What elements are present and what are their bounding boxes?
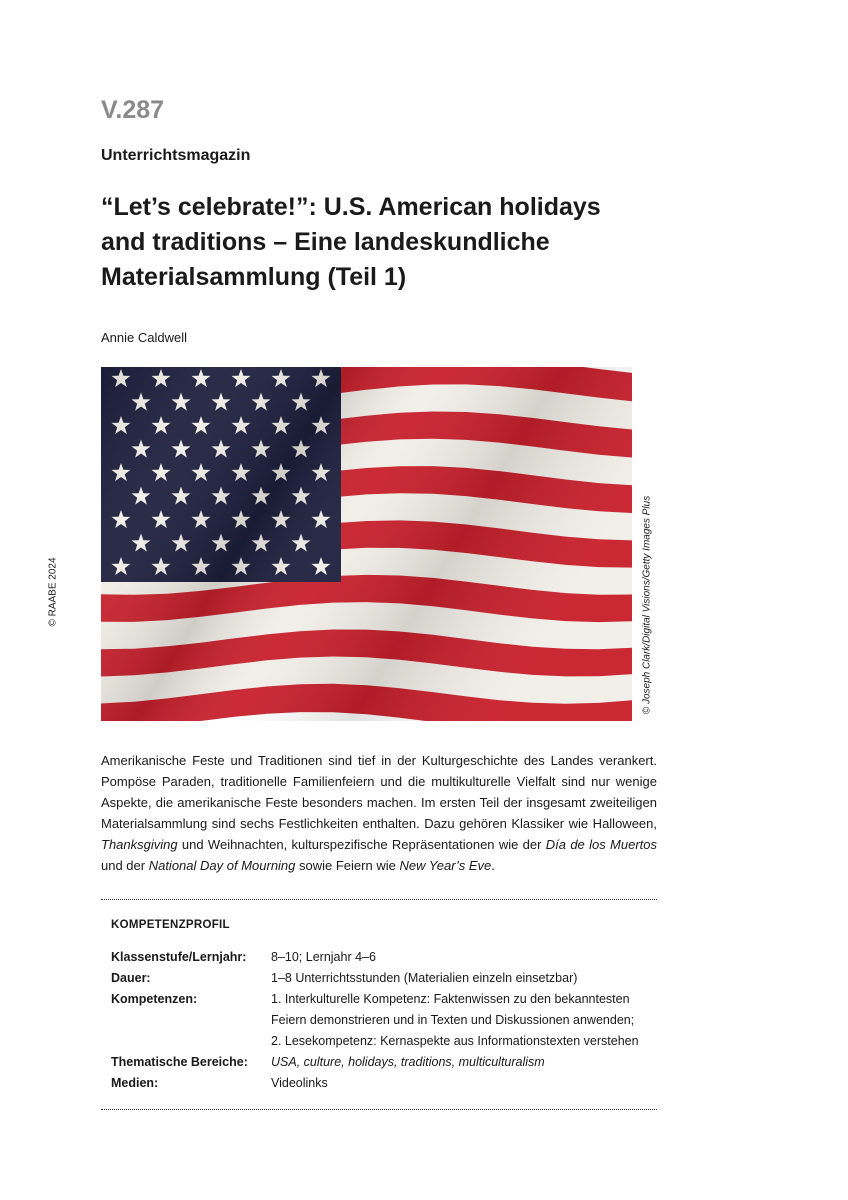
profile-value: USA, culture, holidays, traditions, multiculturalism [271,1055,545,1069]
title-line-2: and traditions – Eine landeskundliche [101,228,550,256]
divider-bottom [101,1109,657,1110]
profile-value: 8–10; Lernjahr 4–6 [271,950,376,964]
publication-type: Unterrichtsmagazin [101,147,251,164]
intro-segment: sowie Feiern wie [295,858,400,873]
intro-segment: New Year’s Eve [399,858,492,873]
intro-segment: Día de los Muertos [545,837,657,852]
title-line-3: Materialsammlung (Teil 1) [101,263,407,291]
profile-heading: KOMPETENZPROFIL [111,919,230,931]
side-copyright: © RAABE 2024 [47,557,59,627]
intro-segment: und der [101,858,149,873]
profile-label: Klassenstufe/Lernjahr: [111,950,247,964]
profile-label: Dauer: [111,971,151,985]
intro-segment: Thanksgiving [101,837,178,852]
intro-segment: Amerikanische Feste und Traditionen sind tief in der Kulturgeschichte des Landes verankert. Pompöse Paraden, traditionelle Familienfeiern und die multikulturelle Vielfalt sind nur wenige Aspekte, die amerikanische Feste besonders machen. Im ersten Teil der insgesamt zweiteiligen Materialsammlung sind sechs Festlichkeiten enthalten. Dazu gehören Klassiker wie Halloween, [101,753,657,831]
intro-segment: und Weihnachten, kulturspezifische Repräsentationen wie der [177,837,546,852]
intro-segment: National Day of Mourning [148,858,296,873]
us-flag-graphic [101,367,632,721]
page-title [101,190,701,295]
profile-value: Videolinks [271,1076,328,1090]
title-line-1: “Let’s celebrate!”: U.S. American holidays [101,193,601,221]
profile-label: Thematische Bereiche: [111,1055,248,1069]
series-number: V.287 [101,96,165,124]
photo-credit: © Joseph Clark/Digital Visions/Getty Images Plus [641,495,653,715]
profile-value: 1. Interkulturelle Kompetenz: Faktenwissen zu den bekanntesten Feiern demonstrieren und in Texten und Diskussionen anwenden; 2. Lesekompetenz: Kernaspekte aus Informationstexten verstehen [271,992,639,1048]
profile-value: 1–8 Unterrichtsstunden (Materialien einzeln einsetzbar) [271,971,578,985]
us-flag-image [101,367,632,721]
intro-segment: . [491,858,495,873]
profile-label: Kompetenzen: [111,992,198,1006]
intro-paragraph [101,750,657,876]
divider-top [101,899,657,900]
author-name: Annie Caldwell [101,330,187,345]
profile-label: Medien: [111,1076,159,1090]
